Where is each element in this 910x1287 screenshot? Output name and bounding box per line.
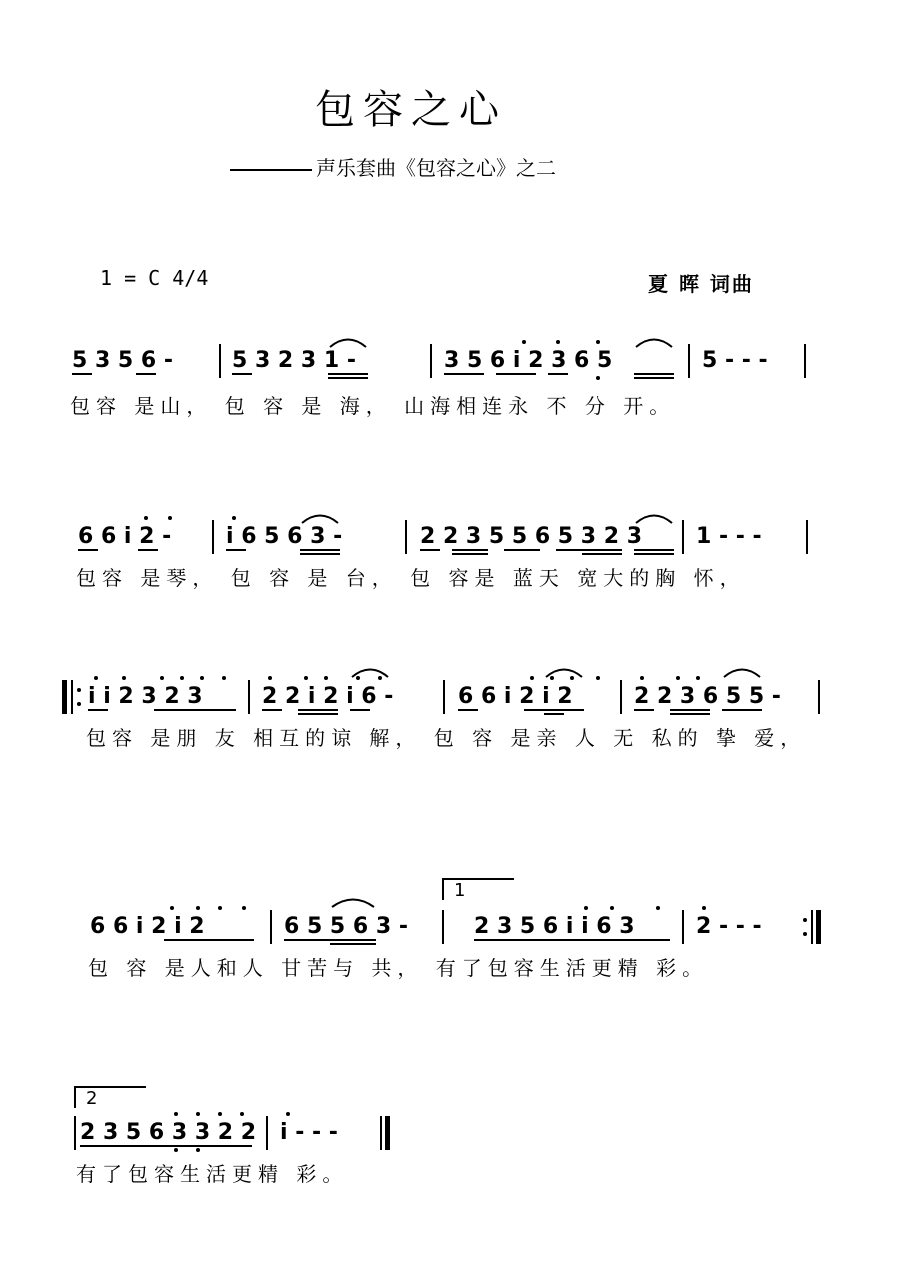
underline (548, 373, 568, 375)
lyric-line: 包容 是朋 友 相互的谅 解， 包 容 是亲 人 无 私的 挚 爱， (86, 726, 807, 750)
measure: 2 3 5 6 i i 6 3 (474, 914, 635, 939)
repeat-dot (77, 688, 81, 692)
underline (670, 709, 710, 711)
repeat-dot (77, 702, 81, 706)
underline (420, 549, 440, 551)
volta-number-2: 2 (86, 1088, 98, 1109)
octave-dot (170, 906, 174, 910)
lyric-line: 包 容 是人和人 甘苦与 共， 有了包容生活更精 彩。 (88, 956, 709, 980)
octave-dot (232, 516, 236, 520)
underline (72, 373, 92, 375)
underline (328, 377, 368, 379)
lyric-line: 包容 是琴， 包 容 是 台， 包 容是 蓝天 宽大的胸 怀， (76, 566, 746, 590)
octave-dot (168, 516, 172, 520)
bar-line (219, 344, 221, 378)
slur (300, 512, 340, 524)
bar-line (443, 680, 445, 714)
octave-dot (222, 676, 226, 680)
octave-dot (584, 906, 588, 910)
measure: 5 3 2 3 1 - (232, 348, 356, 373)
octave-dot (174, 1112, 178, 1116)
measure: 2 2 i 2 i 6 - (262, 684, 394, 709)
measure: i i 2 3 2 3 (88, 684, 203, 709)
underline (634, 373, 674, 375)
underline (300, 549, 340, 551)
octave-dot (702, 906, 706, 910)
underline (138, 549, 158, 551)
slur (350, 666, 390, 678)
underline (496, 373, 536, 375)
underline (284, 939, 376, 941)
underline (328, 373, 368, 375)
octave-dot (596, 376, 600, 380)
octave-dot (596, 676, 600, 680)
octave-dot (640, 676, 644, 680)
underline (88, 709, 108, 711)
underline (78, 549, 98, 551)
octave-dot (556, 340, 560, 344)
octave-dot (696, 676, 700, 680)
octave-dot (242, 906, 246, 910)
octave-dot (676, 676, 680, 680)
bar-line (248, 680, 250, 714)
octave-dot (610, 906, 614, 910)
lyric-line: 包容 是山， 包 容 是 海， 山海相连永 不 分 开。 (70, 394, 676, 418)
underline (458, 709, 478, 711)
octave-dot (144, 516, 148, 520)
octave-dot (268, 676, 272, 680)
octave-dot (160, 676, 164, 680)
underline (544, 713, 564, 715)
underline (80, 1145, 252, 1147)
underline (300, 553, 340, 555)
bar-line (682, 520, 684, 554)
octave-dot (522, 340, 526, 344)
underline (164, 939, 254, 941)
bar-line (405, 520, 407, 554)
bar-line (430, 344, 432, 378)
measure: 2 2 3 6 5 5 - (634, 684, 781, 709)
octave-dot (174, 1148, 178, 1152)
underline (298, 713, 338, 715)
octave-dot (218, 1112, 222, 1116)
octave-dot (196, 1148, 200, 1152)
slur (330, 896, 376, 908)
octave-dot (200, 676, 204, 680)
repeat-end-thin (811, 910, 813, 944)
measure: 5 3 5 6 - (72, 348, 173, 373)
underline (634, 709, 654, 711)
bar-line (804, 344, 806, 378)
slur (544, 666, 584, 678)
octave-dot (596, 340, 600, 344)
measure: 6 6 i 2 i 2 (90, 914, 205, 939)
underline (582, 553, 622, 555)
bar-line (266, 1116, 268, 1150)
lyric-line: 有了包容生活更精 彩。 (76, 1162, 349, 1186)
octave-dot (196, 1112, 200, 1116)
volta-number-1: 1 (454, 880, 466, 901)
measure: 2 - - - (696, 914, 762, 939)
song-title: 包容之心 (315, 87, 507, 133)
underline (232, 373, 252, 375)
measure: 2 3 5 6 3 3 2 2 (80, 1120, 257, 1145)
octave-dot (530, 676, 534, 680)
underline (136, 373, 156, 375)
volta-bracket-2 (74, 1086, 146, 1108)
measure: 5 - - - (702, 348, 768, 373)
repeat-start-thin (71, 680, 73, 714)
slur (634, 336, 674, 348)
underline (298, 709, 338, 711)
underline (556, 549, 622, 551)
slur (328, 336, 368, 348)
measure: 6 6 i 2 i 2 (458, 684, 573, 709)
subtitle: 声乐套曲《包容之心》之二 (230, 152, 556, 181)
underline (452, 549, 488, 551)
measure: i - - - (280, 1120, 338, 1145)
measure: i 6 5 6 3 - (226, 524, 343, 549)
bar-line (442, 910, 444, 944)
measure: 6 5 5 6 3 - (284, 914, 408, 939)
composer-credit: 夏 晖 词曲 (648, 272, 754, 296)
underline (474, 939, 670, 941)
underline (452, 553, 488, 555)
underline (504, 549, 540, 551)
bar-line (688, 344, 690, 378)
repeat-end-thick (816, 910, 821, 944)
underline (350, 709, 370, 711)
underline (444, 373, 484, 375)
underline (226, 549, 246, 551)
underline (634, 553, 674, 555)
underline (634, 377, 674, 379)
underline (524, 709, 584, 711)
octave-dot (324, 676, 328, 680)
key-signature: 1 = C 4/4 (100, 266, 209, 290)
octave-dot (218, 906, 222, 910)
repeat-start-thick (62, 680, 67, 714)
slur (634, 512, 674, 524)
volta-bracket-1 (442, 878, 514, 900)
underline (722, 709, 762, 711)
octave-dot (180, 676, 184, 680)
bar-line (620, 680, 622, 714)
final-bar-thin (380, 1116, 382, 1150)
octave-dot (240, 1112, 244, 1116)
octave-dot (196, 906, 200, 910)
bar-line (74, 1116, 76, 1150)
slur (722, 666, 762, 678)
octave-dot (286, 1112, 290, 1116)
underline (330, 943, 376, 945)
octave-dot (304, 676, 308, 680)
octave-dot (122, 676, 126, 680)
bar-line (818, 680, 820, 714)
repeat-dot (803, 932, 807, 936)
bar-line (806, 520, 808, 554)
measure: 6 6 i 2 - (78, 524, 172, 549)
underline (154, 709, 236, 711)
repeat-dot (803, 918, 807, 922)
underline (634, 549, 674, 551)
bar-line (270, 910, 272, 944)
underline (670, 713, 710, 715)
octave-dot (656, 906, 660, 910)
underline (262, 709, 282, 711)
measure: 1 - - - (696, 524, 762, 549)
bar-line (212, 520, 214, 554)
measure: 3 5 6 i 2 3 6 5 (444, 348, 613, 373)
measure: 2 2 3 5 5 6 5 3 2 3 (420, 524, 643, 549)
final-bar-thick (385, 1116, 390, 1150)
bar-line (682, 910, 684, 944)
octave-dot (94, 676, 98, 680)
